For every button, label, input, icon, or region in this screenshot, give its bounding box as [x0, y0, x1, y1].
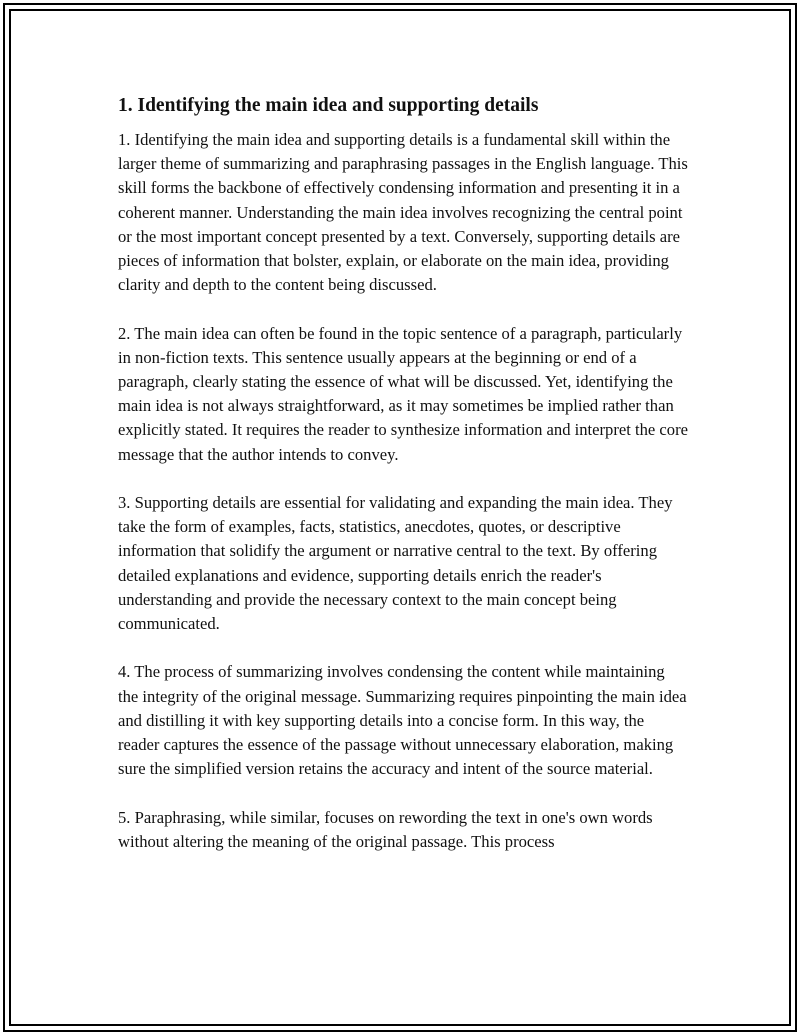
paragraph-4: 4. The process of summarizing involves condensing the content while maintaining the integrity of the original message. Summarizing requires pinpointing the main idea and distilling it with key supporting details into a concise form. In this way, the reader captures the essence of the passage without unnecessary elaboration, making sure the simplified version retains the accuracy and intent of the source material.	[118, 662, 687, 779]
paragraph-5: 5. Paraphrasing, while similar, focuses on rewording the text in one's own words without altering the meaning of the original passage. This process	[118, 807, 653, 851]
section-heading: 1. Identifying the main idea and supporting details	[118, 95, 539, 116]
paragraph-3: 3. Supporting details are essential for validating and expanding the main idea. They take the form of examples, facts, statistics, anecdotes, quotes, or descriptive information that solidify the argument or narrative central to the text. By offering detailed explanations and evidence, supporting details enrich the reader's understanding and provide the necessary context to the main concept being communicated.	[118, 493, 673, 634]
paragraph-2: 2. The main idea can often be found in the topic sentence of a paragraph, particularly in non-fiction texts. This sentence usually appears at the beginning or end of a paragraph, clearly stating the essence of what will be discussed. Yet, identifying the main idea is not always straightforward, as it may sometimes be implied rather than explicitly stated. It requires the reader to synthesize information and interpret the core message that the author intends to convey.	[118, 323, 688, 464]
paragraph-1: 1. Identifying the main idea and supporting details is a fundamental skill within the larger theme of summarizing and paraphrasing passages in the English language. This skill forms the backbone of effectively condensing information and presenting it in a coherent manner. Understanding the main idea involves recognizing the central point or the most important concept presented by a text. Conversely, supporting details are pieces of information that bolster, explain, or elaborate on the main idea, providing clarity and depth to the content being discussed.	[118, 130, 688, 295]
document-body	[118, 92, 688, 878]
